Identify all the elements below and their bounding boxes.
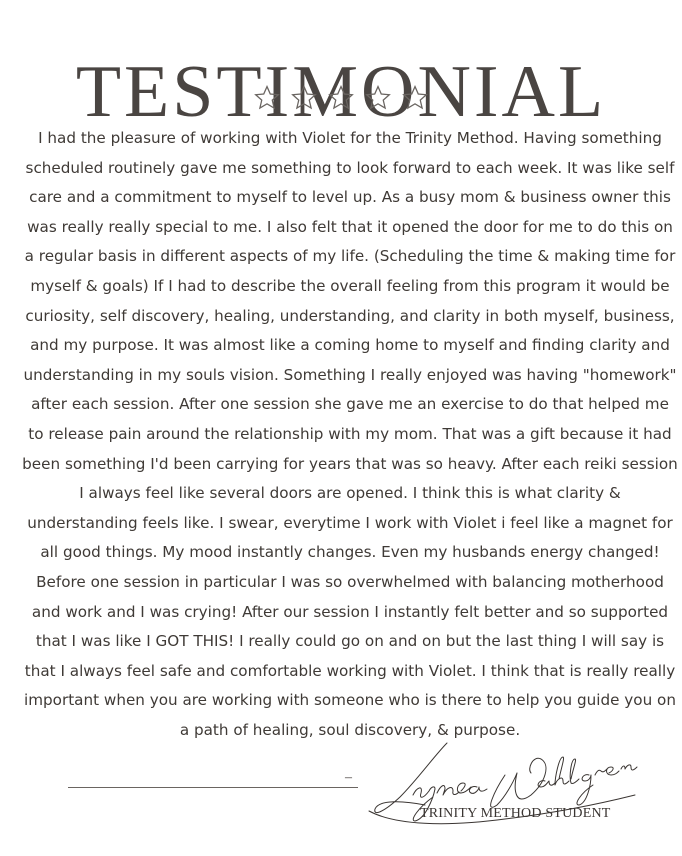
student-role-label: TRINITY METHOD STUDENT xyxy=(420,806,611,821)
page-title: TESTIMONIAL xyxy=(75,50,607,133)
star-rating xyxy=(0,84,682,112)
star-outline-icon xyxy=(290,84,318,112)
star-outline-icon xyxy=(401,84,429,112)
signature-line xyxy=(68,787,358,788)
star-outline-icon xyxy=(364,84,392,112)
attribution-dash: – xyxy=(345,770,352,785)
testimonial-text: I had the pleasure of working with Violet for the Trinity Method. Having something scheduled routinely gave me something to look forward to each week. It was like self care and a commitment to myself to level up. As a busy mom & business owner this was really really special to me. I also felt that it opened the door for me to do this on a regular basis in different aspects of my life. (Scheduling the time & making time for myself & goals) If I had to describe the overall feeling from this program it would be curiosity, self discovery, healing, understanding, and clarity in both myself, business, and my purpose. It was almost like a coming home to myself and finding clarity and understanding in my souls vision. Something I really enjoyed was having "homework" after each session. After one session she gave me an exercise to do that helped me to release pain around the relationship with my mom. That was a gift because it had been something I'd been carrying for years that was so heavy. After each reiki session I always feel like several doors are opened. I think this is what clarity & understanding feels like. I swear, everytime I work with Violet i feel like a magnet for all good things. My mood instantly changes. Even my husbands energy changed! Before one session in particular I was so overwhelmed with balancing motherhood and work and I was crying! After our session I instantly felt better and so supported that I was like I GOT THIS! I really could go on and on but the last thing I will say is that I always feel safe and comfortable working with Violet. I think that is really really important when you are working with someone who is there to help you guide you on a path of healing, soul discovery, & purpose. xyxy=(22,129,678,739)
star-outline-icon xyxy=(253,84,281,112)
star-outline-icon xyxy=(327,84,355,112)
